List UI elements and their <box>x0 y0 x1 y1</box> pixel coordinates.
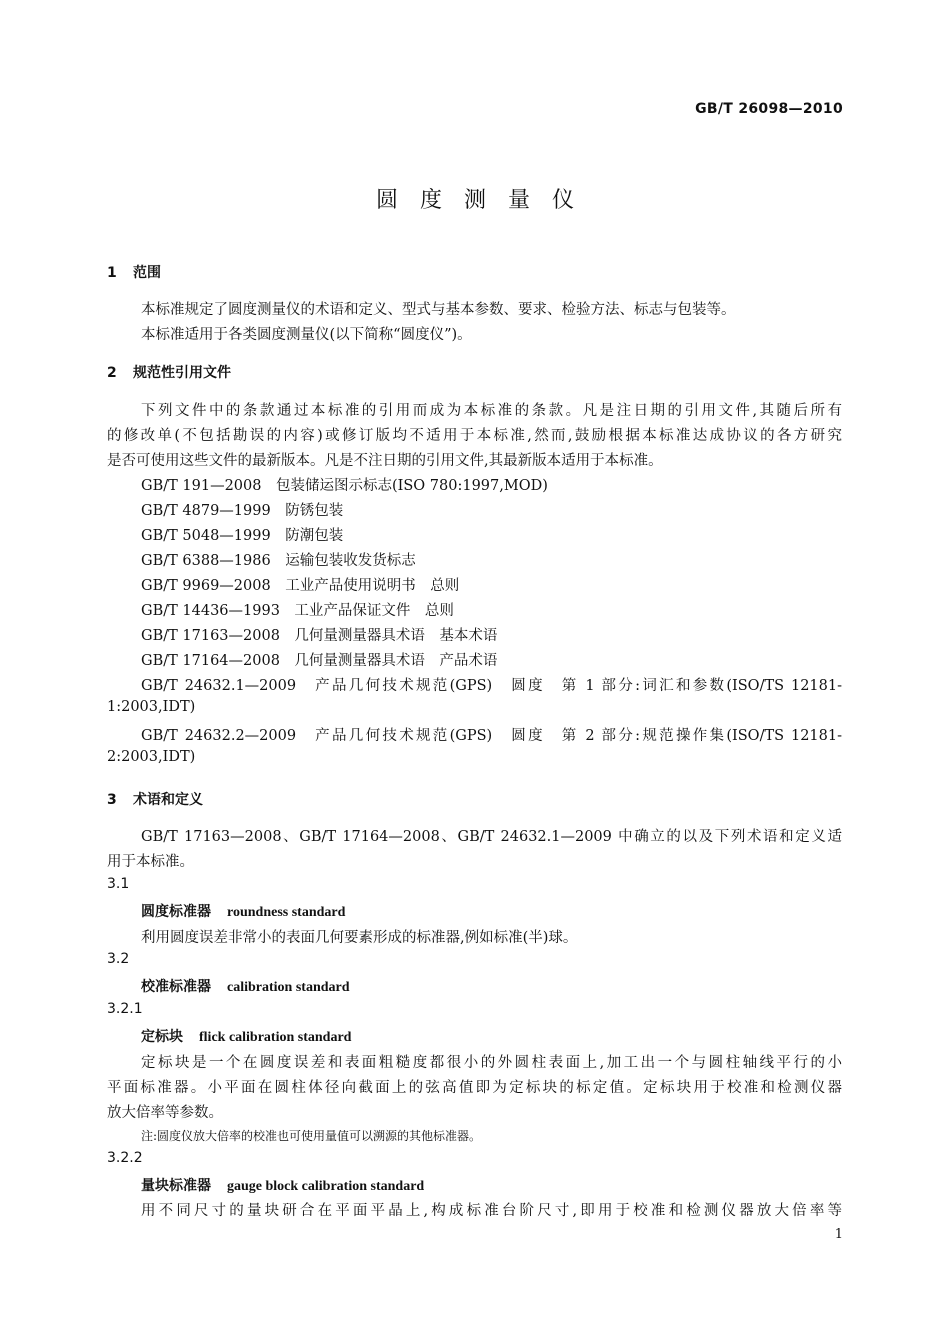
reference-item-continued: 1:2003,IDT) <box>107 699 196 715</box>
term-heading <box>141 1175 424 1195</box>
term-chinese: 量块标准器 <box>141 1178 211 1194</box>
reference-item: GB/T 24632.1—2009 产品几何技术规范(GPS) 圆度 第 1 部分:词汇和参数(ISO/TS 12181- <box>141 678 842 694</box>
term-heading <box>141 976 350 996</box>
clause-number: 3.2.2 <box>107 1150 143 1166</box>
section-2-heading <box>107 362 231 382</box>
section-3-heading <box>107 789 203 809</box>
paragraph-line: GB/T 17163—2008、GB/T 17164—2008、GB/T 24632.1—2009 中确立的以及下列术语和定义适 <box>141 829 842 845</box>
term-heading <box>141 901 345 921</box>
reference-item: GB/T 4879—1999 防锈包装 <box>141 503 344 519</box>
note: 注:圆度仪放大倍率的校准也可使用量值可以溯源的其他标准器。 <box>141 1129 482 1143</box>
section-1-heading <box>107 262 161 282</box>
definition-line: 放大倍率等参数。 <box>107 1105 223 1121</box>
paragraph-line: 是否可使用这些文件的最新版本。凡是不注日期的引用文件,其最新版本适用于本标准。 <box>107 453 663 469</box>
reference-item-continued: 2:2003,IDT) <box>107 749 196 765</box>
reference-item: GB/T 17163—2008 几何量测量器具术语 基本术语 <box>141 628 498 644</box>
definition: 利用圆度误差非常小的表面几何要素形成的标准器,例如标准(半)球。 <box>141 930 578 946</box>
paragraph-line: 的修改单(不包括勘误的内容)或修订版均不适用于本标准,然而,鼓励根据本标准达成协议的各方研究 <box>107 428 842 444</box>
reference-item: GB/T 9969—2008 工业产品使用说明书 总则 <box>141 578 460 594</box>
standard-code: GB/T 26098—2010 <box>695 101 843 117</box>
term-english: gauge block calibration standard <box>227 1179 425 1194</box>
reference-item: GB/T 14436—1993 工业产品保证文件 总则 <box>141 603 454 619</box>
section-title: 规范性引用文件 <box>133 365 231 381</box>
paragraph-line: 下列文件中的条款通过本标准的引用而成为本标准的条款。凡是注日期的引用文件,其随后所有 <box>141 403 842 419</box>
term-chinese: 定标块 <box>141 1029 183 1045</box>
clause-number: 3.2 <box>107 951 130 967</box>
paragraph-line: 用于本标准。 <box>107 854 194 870</box>
reference-item: GB/T 191—2008 包装储运图示标志(ISO 780:1997,MOD) <box>141 478 548 494</box>
section-number: 1 <box>107 265 117 281</box>
term-english: roundness standard <box>227 905 346 920</box>
section-number: 2 <box>107 365 117 381</box>
reference-item: GB/T 17164—2008 几何量测量器具术语 产品术语 <box>141 653 498 669</box>
definition-line: 平面标准器。小平面在圆柱体径向截面上的弦高值即为定标块的标定值。定标块用于校准和检测仪器 <box>107 1080 842 1096</box>
term-chinese: 圆度标准器 <box>141 904 211 920</box>
definition-line: 定标块是一个在圆度误差和表面粗糙度都很小的外圆柱表面上,加工出一个与圆柱轴线平行的小 <box>141 1055 842 1071</box>
term-heading <box>141 1026 351 1046</box>
paragraph: 本标准适用于各类圆度测量仪(以下简称“圆度仪”)。 <box>141 327 472 343</box>
reference-item: GB/T 24632.2—2009 产品几何技术规范(GPS) 圆度 第 2 部分:规范操作集(ISO/TS 12181- <box>141 728 842 744</box>
clause-number: 3.1 <box>107 876 130 892</box>
section-title: 范围 <box>133 265 161 281</box>
paragraph: 本标准规定了圆度测量仪的术语和定义、型式与基本参数、要求、检验方法、标志与包装等。 <box>141 302 736 318</box>
term-english: flick calibration standard <box>199 1030 352 1045</box>
section-title: 术语和定义 <box>133 792 203 808</box>
document-title: 圆度测量仪 <box>375 188 596 213</box>
term-english: calibration standard <box>227 980 350 995</box>
page-number: 1 <box>834 1227 843 1242</box>
definition-line: 用不同尺寸的量块研合在平面平晶上,构成标准台阶尺寸,即用于校准和检测仪器放大倍率等 <box>141 1203 842 1219</box>
section-number: 3 <box>107 792 117 808</box>
reference-item: GB/T 5048—1999 防潮包装 <box>141 528 344 544</box>
clause-number: 3.2.1 <box>107 1001 143 1017</box>
term-chinese: 校准标准器 <box>141 979 211 995</box>
reference-item: GB/T 6388—1986 运输包装收发货标志 <box>141 553 416 569</box>
